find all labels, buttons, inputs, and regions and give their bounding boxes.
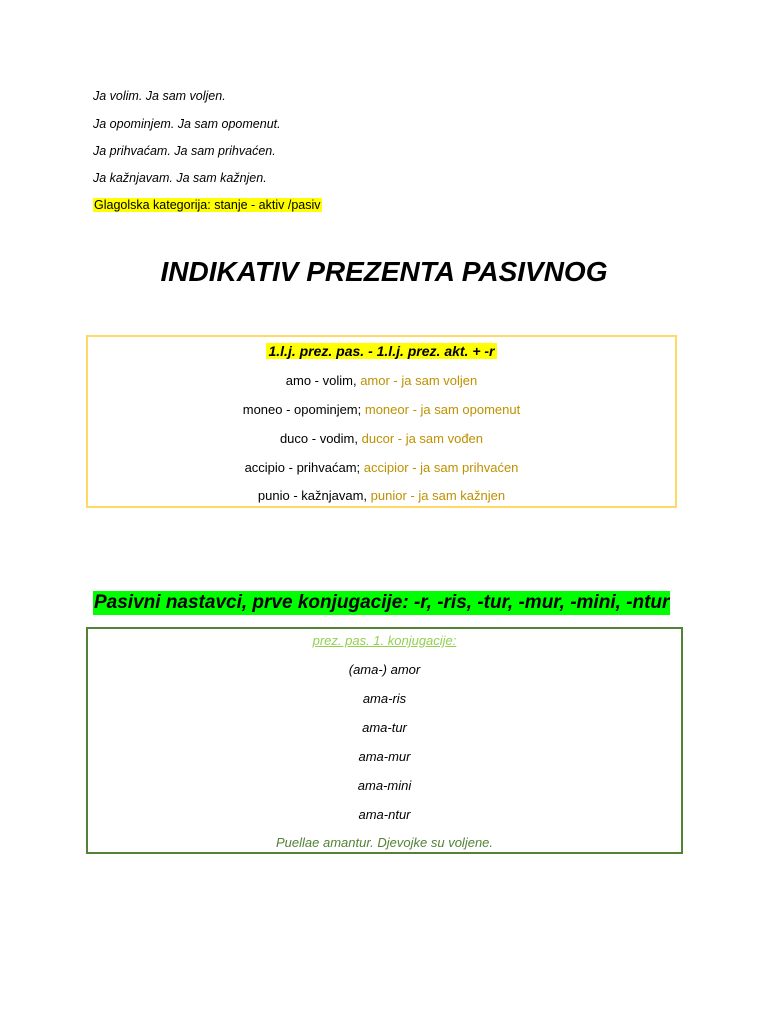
- intro-line-4: Ja kažnjavam. Ja sam kažnjen.: [93, 171, 267, 185]
- conjugation-form: ama-ntur: [358, 807, 411, 822]
- conjugation-form: ama-ris: [362, 691, 407, 706]
- active-form: duco - vodim,: [279, 431, 358, 446]
- passive-form: punior - ja sam kažnjen: [370, 488, 506, 503]
- conjugation-form: ama-mini: [357, 778, 412, 793]
- rule-box: [86, 335, 677, 508]
- passive-form: accipior - ja sam prihvaćen: [363, 460, 519, 475]
- rule-row: [88, 460, 675, 476]
- intro-line-1: Ja volim. Ja sam voljen.: [93, 89, 226, 103]
- intro-line-3: Ja prihvaćam. Ja sam prihvaćen.: [93, 144, 276, 158]
- active-form: amo - volim,: [285, 373, 357, 388]
- conjugation-box: [86, 627, 683, 854]
- rule-header: [88, 343, 675, 359]
- active-form: accipio - prihvaćam;: [244, 460, 361, 475]
- conjugation-label-row: [88, 633, 681, 649]
- intro-line-2: Ja opominjem. Ja sam opomenut.: [93, 117, 281, 131]
- active-form: moneo - opominjem;: [242, 402, 362, 417]
- active-form: punio - kažnjavam,: [257, 488, 368, 503]
- category-line: [93, 197, 322, 213]
- passive-form: amor - ja sam voljen: [360, 373, 478, 388]
- conjugation-label: prez. pas. 1. konjugacije:: [312, 633, 457, 648]
- rule-row: [88, 431, 675, 447]
- endings-heading: Pasivni nastavci, prve konjugacije: -r, -ris, -tur, -mur, -mini, -ntur: [94, 592, 670, 613]
- conjugation-form: (ama-) amor: [348, 662, 421, 677]
- rule-header-text: 1.l.j. prez. pas. - 1.l.j. prez. akt. + -r: [268, 343, 495, 359]
- passive-form: moneor - ja sam opomenut: [364, 402, 521, 417]
- category-highlight: Glagolska kategorija: stanje - aktiv /pasiv: [94, 198, 321, 212]
- page-title: INDIKATIV PREZENTA PASIVNOG: [160, 256, 608, 287]
- conjugation-form: ama-mur: [358, 749, 411, 764]
- rule-row: [88, 373, 675, 389]
- rule-row: [88, 488, 675, 504]
- rule-row: [88, 402, 675, 418]
- passive-form: ducor - ja sam vođen: [361, 431, 484, 446]
- conjugation-form: ama-tur: [362, 720, 407, 735]
- example-sentence: Puellae amantur. Djevojke su voljene.: [275, 835, 494, 850]
